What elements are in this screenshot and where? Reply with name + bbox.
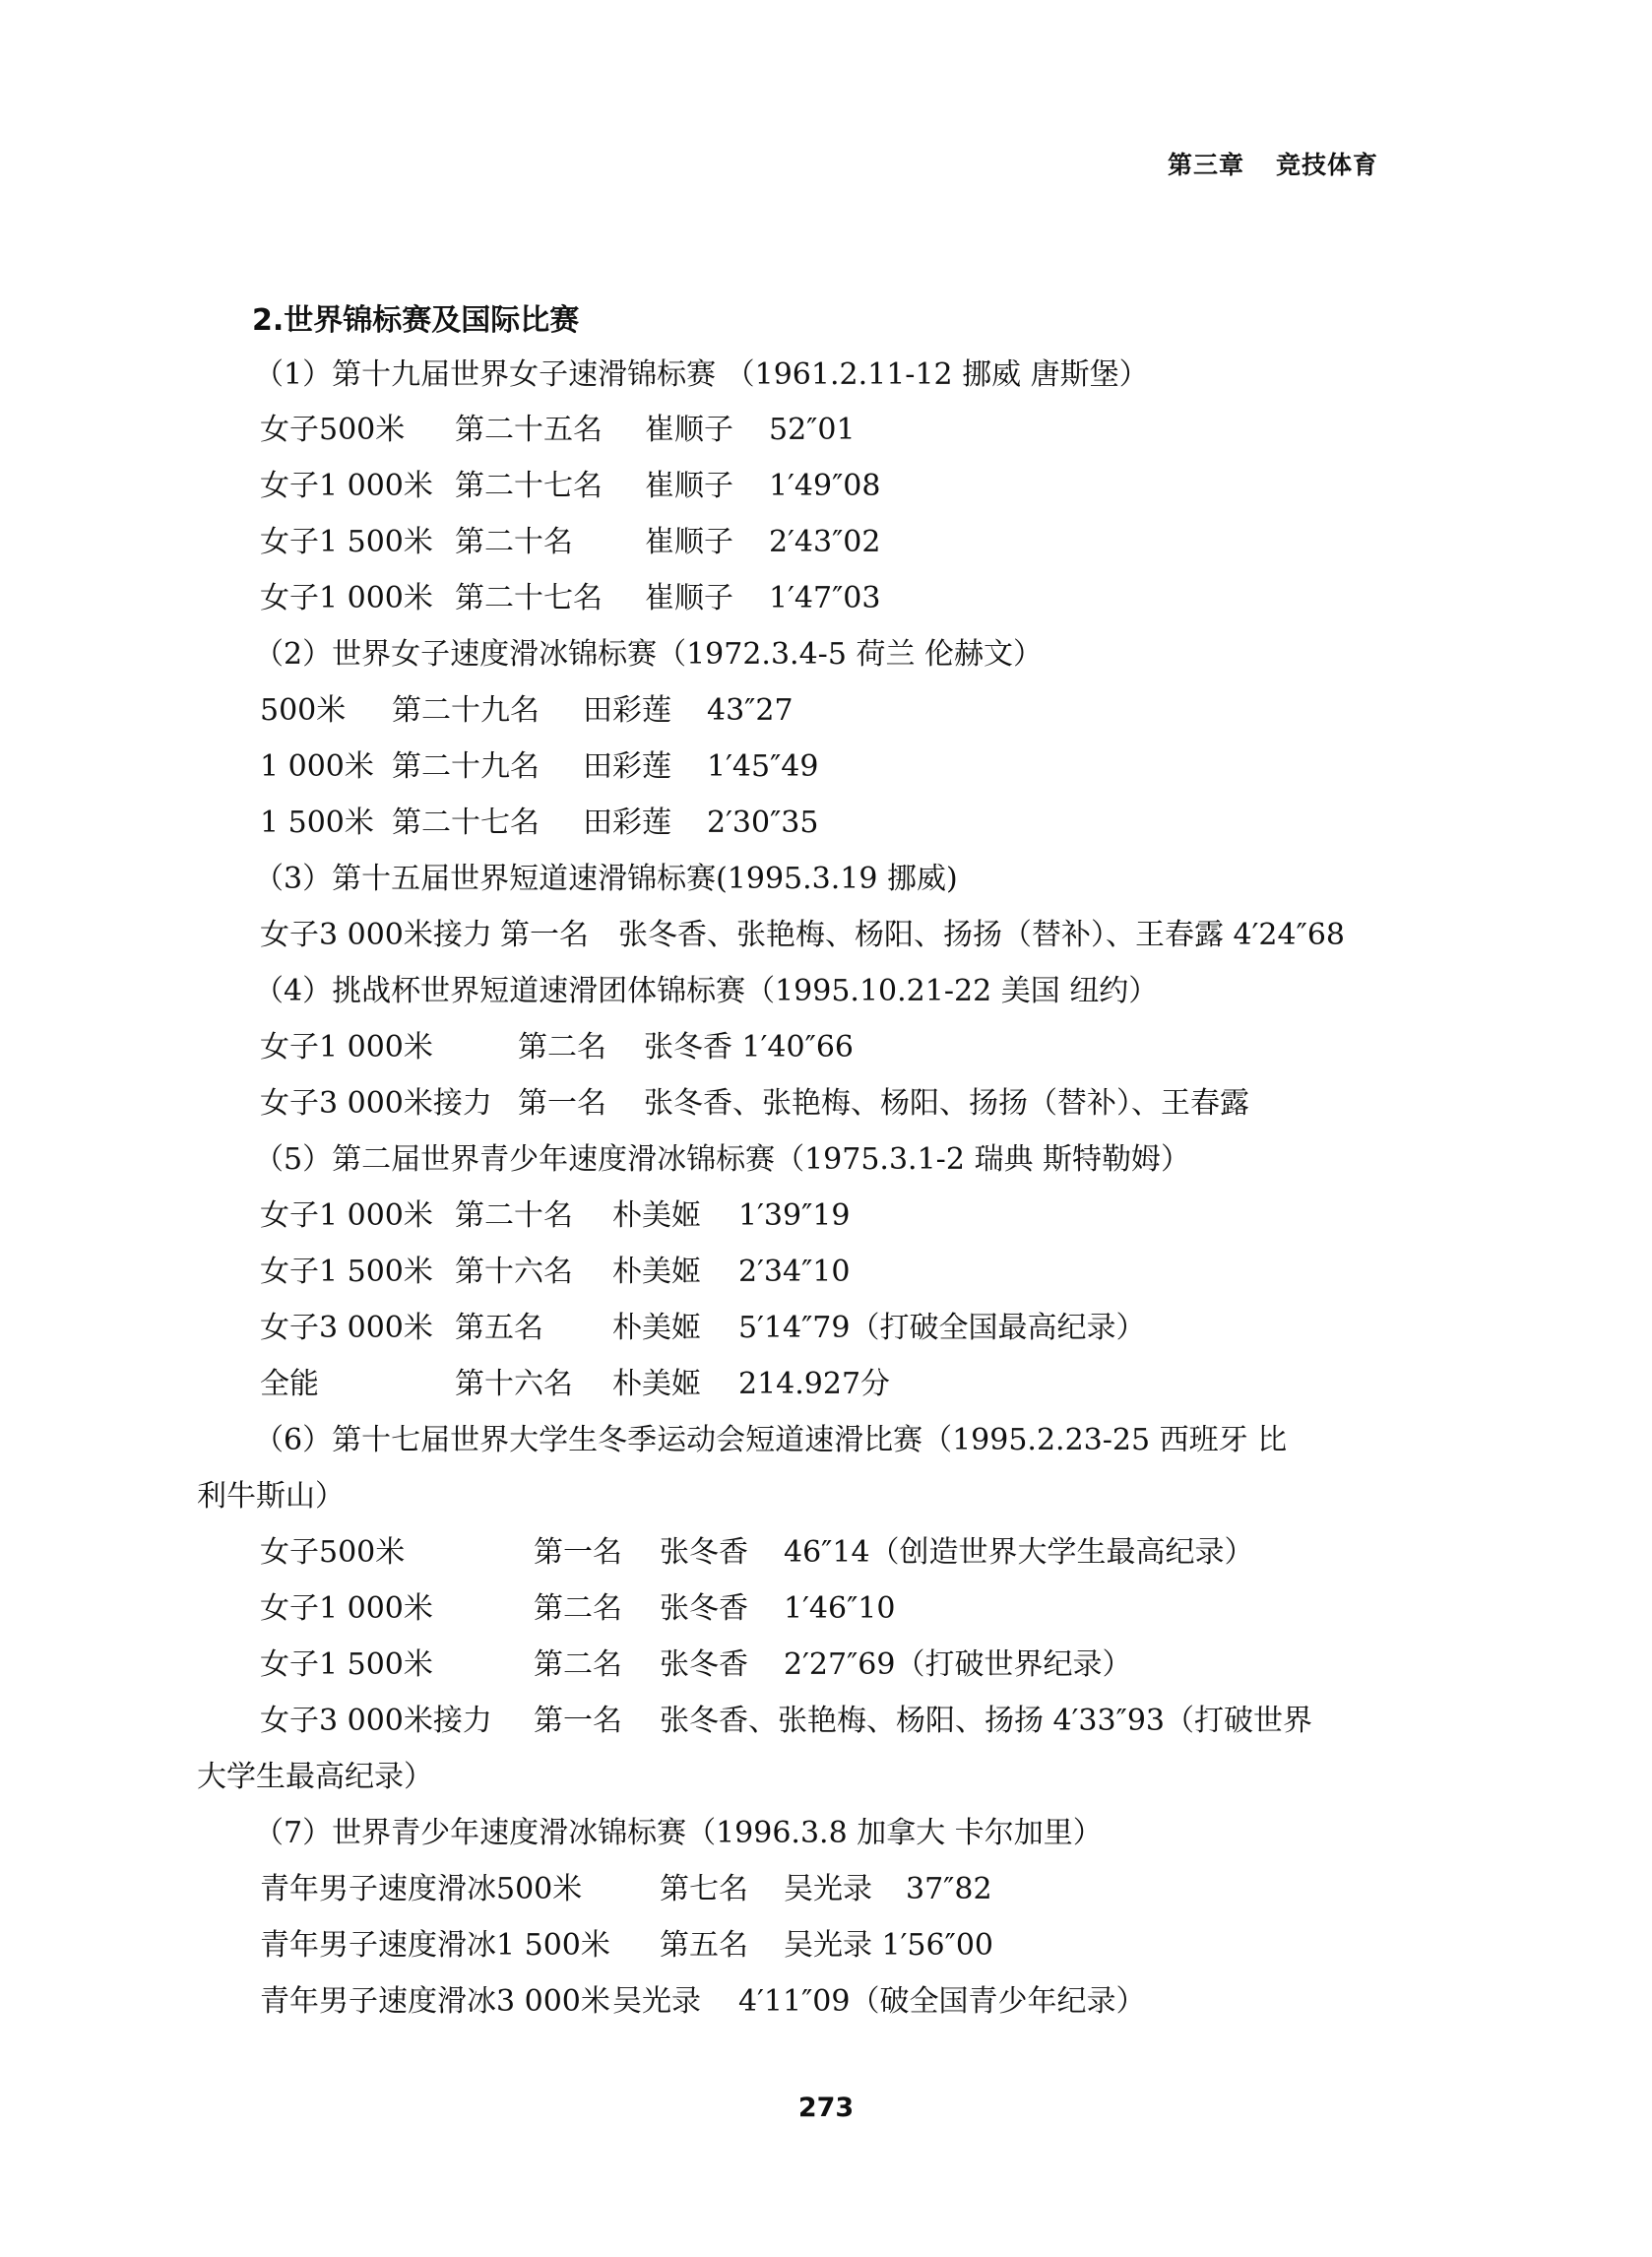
chapter-label: 第三章 xyxy=(1167,151,1244,179)
event-heading-continuation: 利牛斯山） xyxy=(197,1479,345,1514)
running-header xyxy=(1168,146,1378,181)
section-title: 2.世界锦标赛及国际比赛 xyxy=(252,303,580,338)
row-continuation: 大学生最高纪录） xyxy=(197,1760,433,1794)
chapter-title: 竞技体育 xyxy=(1275,151,1378,179)
page-number: 273 xyxy=(797,2093,855,2123)
